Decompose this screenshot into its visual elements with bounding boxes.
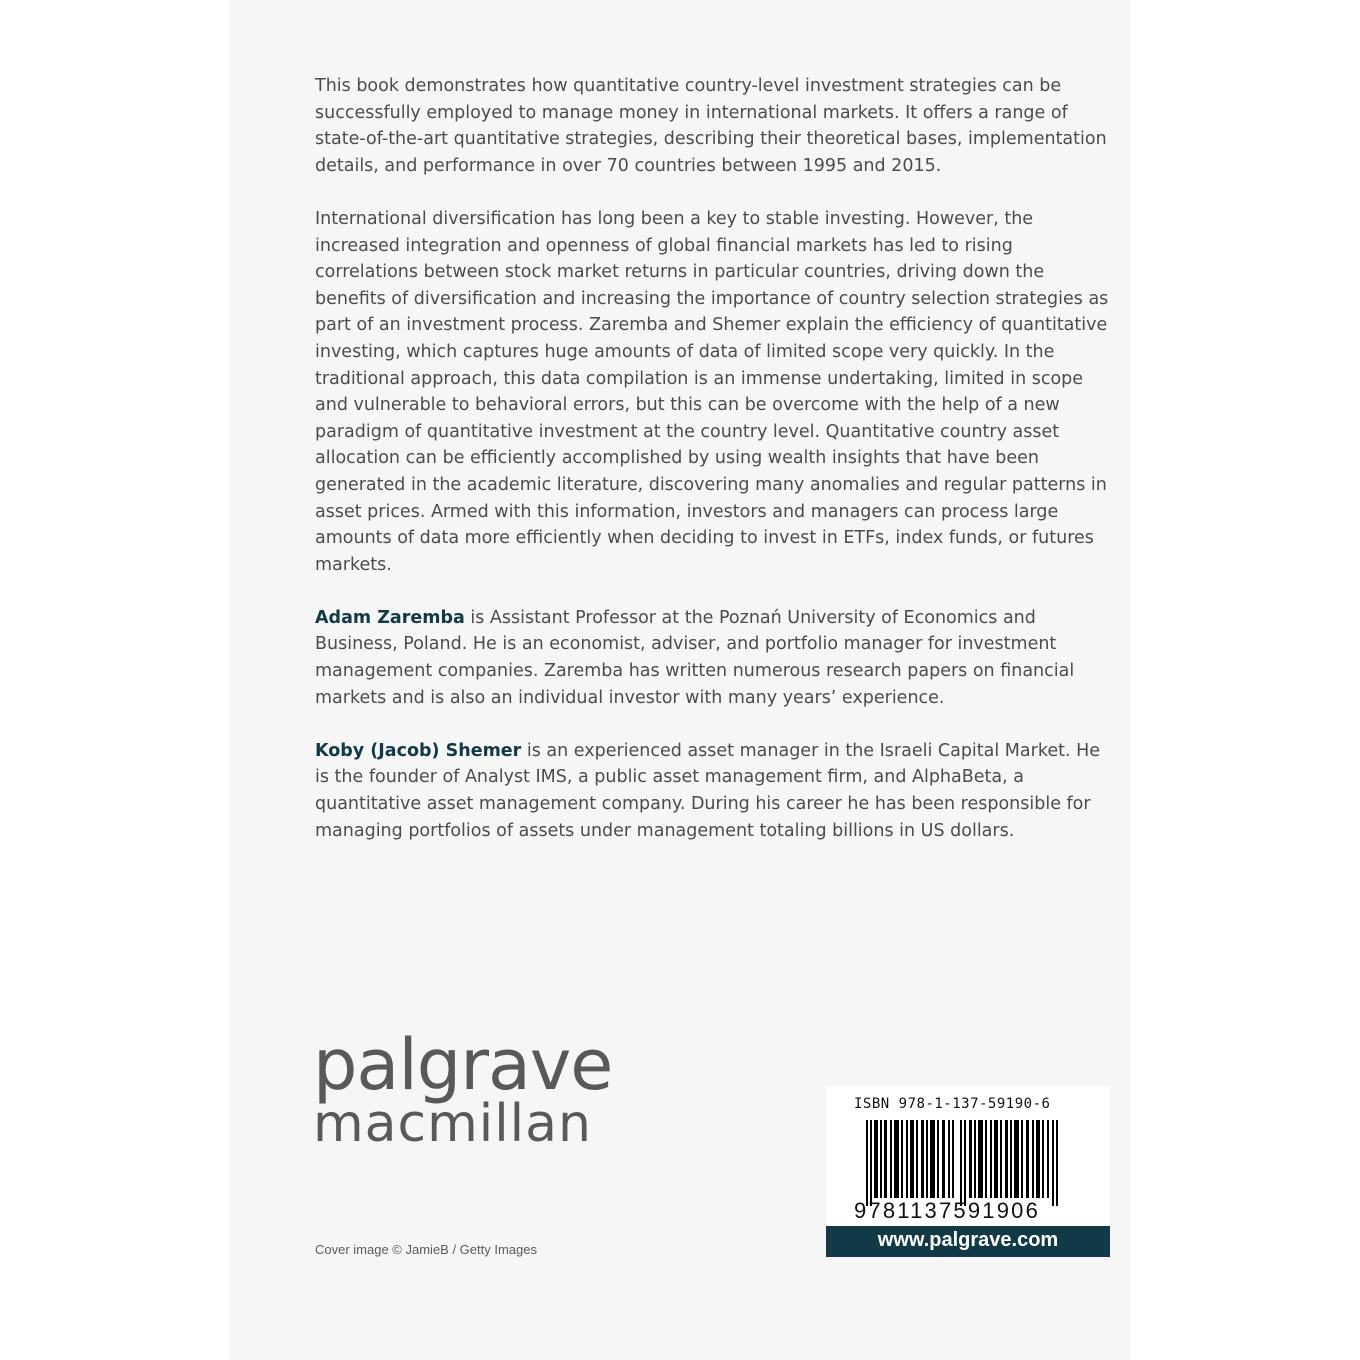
barcode-icon — [866, 1120, 1062, 1206]
logo-line-macmillan: macmillan — [313, 1094, 592, 1154]
cover-image-credit: Cover image © JamieB / Getty Images — [315, 1242, 537, 1257]
author-bio-1 — [315, 605, 1115, 711]
back-cover — [229, 0, 1130, 1360]
blurb-paragraph-2: International diversification has long been a key to stable investing. However, the increased integration and openness of global financial markets has led to rising correlations between stock market returns in particular countries, driving down the benefits of diversification and increasing the importance of country selection strategies as part of an investment process. Zaremba and Shemer explain the efficiency of quantitative investing, which captures huge amounts of data of limited scope very quickly. In the traditional approach, this data compilation is an immense undertaking, limited in scope and vulnerable to behavioral errors, but this can be overcome with the help of a new paradigm of quantitative investment at the country level. Quantitative country asset allocation can be efficiently accomplished by using wealth insights that have been generated in the academic literature, discovering many anomalies and regular patterns in asset prices. Armed with this information, investors and managers can process large amounts of data more efficiently when deciding to invest in ETFs, index funds, or futures markets. — [315, 208, 1109, 575]
publisher-logo — [313, 1024, 613, 1154]
blurb-paragraph-1: This book demonstrates how quantitative country-level investment strategies can be successfully employed to manage money in international markets. It offers a range of state-of-the-art quantitative strategies, describing their theoretical bases, implementation details, and performance in over 70 countries between 1995 and 2015. — [315, 76, 1107, 176]
isbn-label: ISBN 978-1-137-59190-6 — [854, 1096, 1051, 1112]
barcode-panel — [826, 1086, 1110, 1228]
blurb — [315, 73, 1115, 871]
publisher-url[interactable]: www.palgrave.com — [826, 1226, 1110, 1257]
author-bio-2 — [315, 738, 1115, 844]
author-name-1: Adam Zaremba — [315, 607, 465, 628]
author-bio-text-2: is an experienced asset manager in the Israeli Capital Market. He is the founder of Analyst IMS, a public asset management firm, and AlphaBeta, a quantitative asset management company. During his career he has been responsible for managing portfolios of assets under management totaling billions in US dollars. — [315, 740, 1101, 841]
barcode-digits: 9781137591906 — [854, 1198, 1041, 1223]
author-bio-text-1: is Assistant Professor at the Poznań University of Economics and Business, Poland. He is an economist, adviser, and portfolio manager for investment management companies. Zaremba has written numerous research papers on financial markets and is also an individual investor with many years’ experience. — [315, 607, 1075, 708]
logo-line-palgrave: palgrave — [313, 1024, 613, 1106]
author-name-2: Koby (Jacob) Shemer — [315, 740, 522, 761]
